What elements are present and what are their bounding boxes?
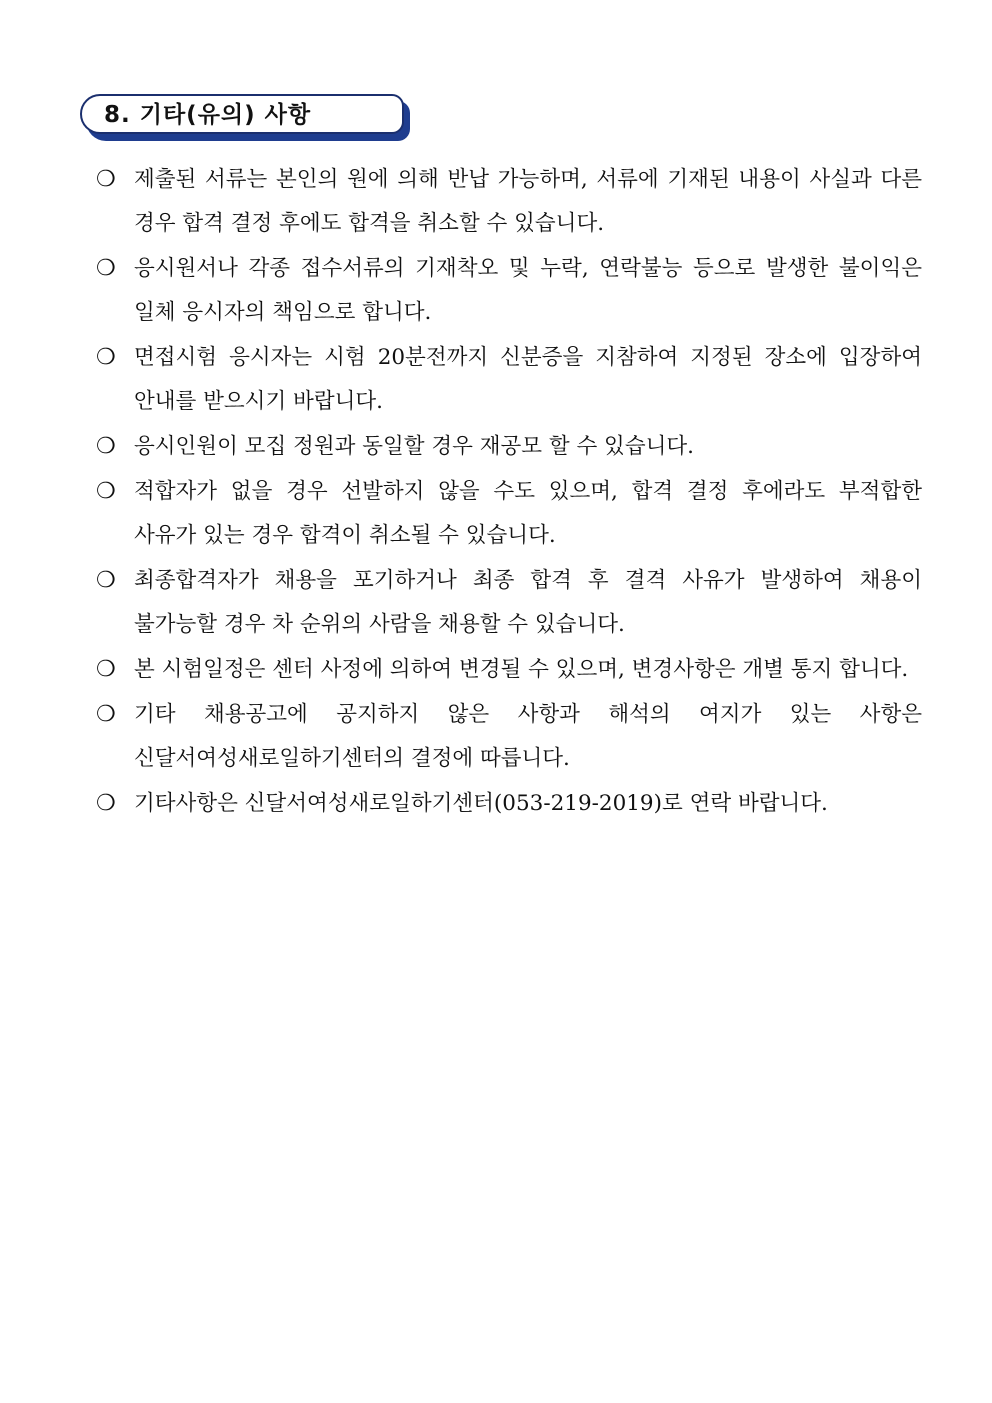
note-text: 본 시험일정은 센터 사정에 의하여 변경될 수 있으며, 변경사항은 개별 통지 합니다. [134,657,909,682]
note-text: 제출된 서류는 본인의 원에 의해 반납 가능하며, 서류에 기재된 내용이 사실과 다른 경우 합격 결정 후에도 합격을 취소할 수 있습니다. [134,167,922,236]
circle-bullet-icon: ❍ [96,657,116,682]
list-item [96,693,922,781]
note-text: 최종합격자가 채용을 포기하거나 최종 합격 후 결격 사유가 발생하여 채용이 불가능할 경우 차 순위의 사람을 채용할 수 있습니다. [134,568,922,637]
section-title: 8. 기타(유의) 사항 [104,102,312,128]
circle-bullet-icon: ❍ [96,167,116,192]
note-text: 기타 채용공고에 공지하지 않은 사항과 해석의 여지가 있는 사항은 신달서여성새로일하기센터의 결정에 따릅니다. [134,702,922,771]
notes-list [96,158,922,827]
list-item [96,559,922,647]
section-heading-box [80,94,404,134]
section-heading [80,94,412,144]
list-item [96,470,922,558]
note-text: 기타사항은 신달서여성새로일하기센터(053-219-2019)로 연락 바랍니다. [134,791,828,816]
circle-bullet-icon: ❍ [96,345,116,370]
list-item [96,782,922,826]
list-item [96,425,922,469]
list-item [96,648,922,692]
circle-bullet-icon: ❍ [96,434,116,459]
list-item [96,247,922,335]
circle-bullet-icon: ❍ [96,568,116,593]
circle-bullet-icon: ❍ [96,702,116,727]
circle-bullet-icon: ❍ [96,256,116,281]
note-text: 면접시험 응시자는 시험 20분전까지 신분증을 지참하여 지정된 장소에 입장하여 안내를 받으시기 바랍니다. [134,345,922,414]
circle-bullet-icon: ❍ [96,791,116,816]
note-text: 응시원서나 각종 접수서류의 기재착오 및 누락, 연락불능 등으로 발생한 불이익은 일체 응시자의 책임으로 합니다. [134,256,922,325]
list-item [96,336,922,424]
list-item [96,158,922,246]
circle-bullet-icon: ❍ [96,479,116,504]
note-text: 응시인원이 모집 정원과 동일할 경우 재공모 할 수 있습니다. [134,434,694,459]
note-text: 적합자가 없을 경우 선발하지 않을 수도 있으며, 합격 결정 후에라도 부적합한 사유가 있는 경우 합격이 취소될 수 있습니다. [134,479,922,548]
